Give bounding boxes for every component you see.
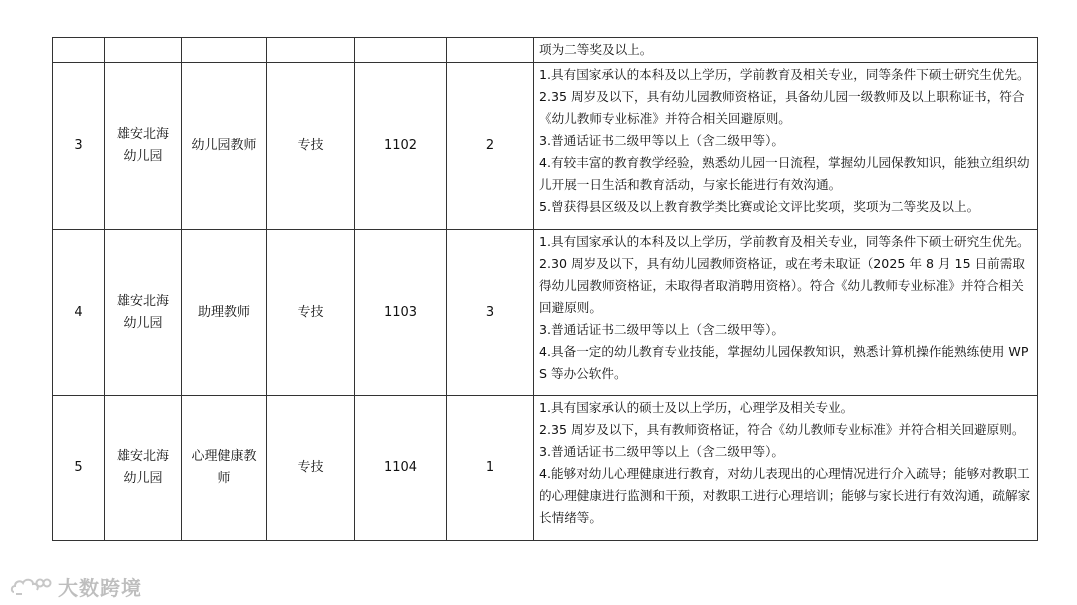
position-cell-line: 师 xyxy=(217,471,231,486)
category-cell: 专技 xyxy=(267,63,355,230)
table-body xyxy=(53,38,1038,541)
recruitment-table xyxy=(52,37,1038,541)
unit-cell xyxy=(105,396,182,541)
requirement-item: 5.曾获得县区级及以上教育教学类比赛或论文评比奖项，奖项为二等奖及以上。 xyxy=(539,199,980,214)
code-cell xyxy=(355,38,447,63)
position-cell xyxy=(182,396,267,541)
position-cell xyxy=(182,230,267,396)
table-row xyxy=(53,396,1038,541)
category-cell xyxy=(267,38,355,63)
unit-cell xyxy=(105,38,182,63)
requirement-item: 4.能够对幼儿心理健康进行教育，对幼儿表现出的心理情况进行介入疏导；能够对教职工的心理健康进行监测和干预，对教职工进行心理培训；能够与家长进行有效沟通，疏解家长情绪等。 xyxy=(539,466,1031,525)
row-index: 4 xyxy=(53,230,105,396)
position-cell-line: 幼儿园教师 xyxy=(191,138,257,153)
table-row xyxy=(53,230,1038,396)
requirement-item: 1.具有国家承认的本科及以上学历，学前教育及相关专业，同等条件下硕士研究生优先。 xyxy=(539,67,1030,82)
position-cell-line: 助理教师 xyxy=(197,304,250,320)
watermark xyxy=(10,572,142,600)
row-index: 3 xyxy=(53,63,105,230)
requirement-item: 4.具备一定的幼儿教育专业技能，掌握幼儿园保教知识，熟悉计算机操作能熟练使用 WPS 等办公软件。 xyxy=(539,344,1029,381)
requirement-item: 2.35 周岁及以下，具有幼儿园教师资格证，具备幼儿园一级教师及以上职称证书，符合《幼儿教师专业标准》并符合相关回避原则。 xyxy=(539,89,1025,126)
unit-cell xyxy=(105,63,182,230)
requirement-item: 3.普通话证书二级甲等以上（含二级甲等）。 xyxy=(539,322,784,337)
requirement-item: 3.普通话证书二级甲等以上（含二级甲等）。 xyxy=(539,133,784,148)
requirement-item: 项为二等奖及以上。 xyxy=(539,42,653,57)
table-row xyxy=(53,63,1038,230)
unit-cell-line: 幼儿园 xyxy=(123,315,163,331)
requirements-cell xyxy=(534,38,1038,63)
requirement-item: 4.有较丰富的教育教学经验，熟悉幼儿园一日流程，掌握幼儿园保教知识，能独立组织幼儿开展一日生活和教育活动，与家长能进行有效沟通。 xyxy=(539,155,1030,192)
row-index: 5 xyxy=(53,396,105,541)
count-cell xyxy=(447,38,534,63)
code-cell: 1102 xyxy=(355,63,447,230)
position-cell xyxy=(182,38,267,63)
unit-cell-line: 雄安北海 xyxy=(116,449,169,464)
position-cell-line: 心理健康教 xyxy=(191,449,257,464)
requirement-item: 2.30 周岁及以下，具有幼儿园教师资格证，或在考未取证（2025 年 8 月 15 日前需取得幼儿园教师资格证，未取得者取消聘用资格）。符合《幼儿教师专业标准》并符合相关回避原则。 xyxy=(539,256,1025,315)
requirement-item: 2.35 周岁及以下，具有教师资格证，符合《幼儿教师专业标准》并符合相关回避原则。 xyxy=(539,422,1025,437)
category-cell: 专技 xyxy=(267,396,355,541)
cloud-logo-icon xyxy=(10,574,52,598)
unit-cell-line: 幼儿园 xyxy=(123,471,163,486)
requirements-cell xyxy=(534,396,1038,541)
requirement-item: 1.具有国家承认的硕士及以上学历，心理学及相关专业。 xyxy=(539,400,854,415)
requirements-cell xyxy=(534,63,1038,230)
unit-cell-line: 幼儿园 xyxy=(123,149,163,164)
unit-cell-line: 雄安北海 xyxy=(116,293,169,309)
count-cell: 2 xyxy=(447,63,534,230)
row-index xyxy=(53,38,105,63)
requirements-cell xyxy=(534,230,1038,396)
table-row xyxy=(53,38,1038,63)
category-cell: 专技 xyxy=(267,230,355,396)
requirement-item: 3.普通话证书二级甲等以上（含二级甲等）。 xyxy=(539,444,784,459)
requirement-item: 1.具有国家承认的本科及以上学历，学前教育及相关专业，同等条件下硕士研究生优先。 xyxy=(539,234,1030,249)
count-cell: 1 xyxy=(447,396,534,541)
watermark-text: 大数跨境 xyxy=(58,575,142,600)
count-cell: 3 xyxy=(447,230,534,396)
unit-cell xyxy=(105,230,182,396)
position-cell xyxy=(182,63,267,230)
unit-cell-line: 雄安北海 xyxy=(116,127,169,142)
code-cell: 1103 xyxy=(355,230,447,396)
code-cell: 1104 xyxy=(355,396,447,541)
